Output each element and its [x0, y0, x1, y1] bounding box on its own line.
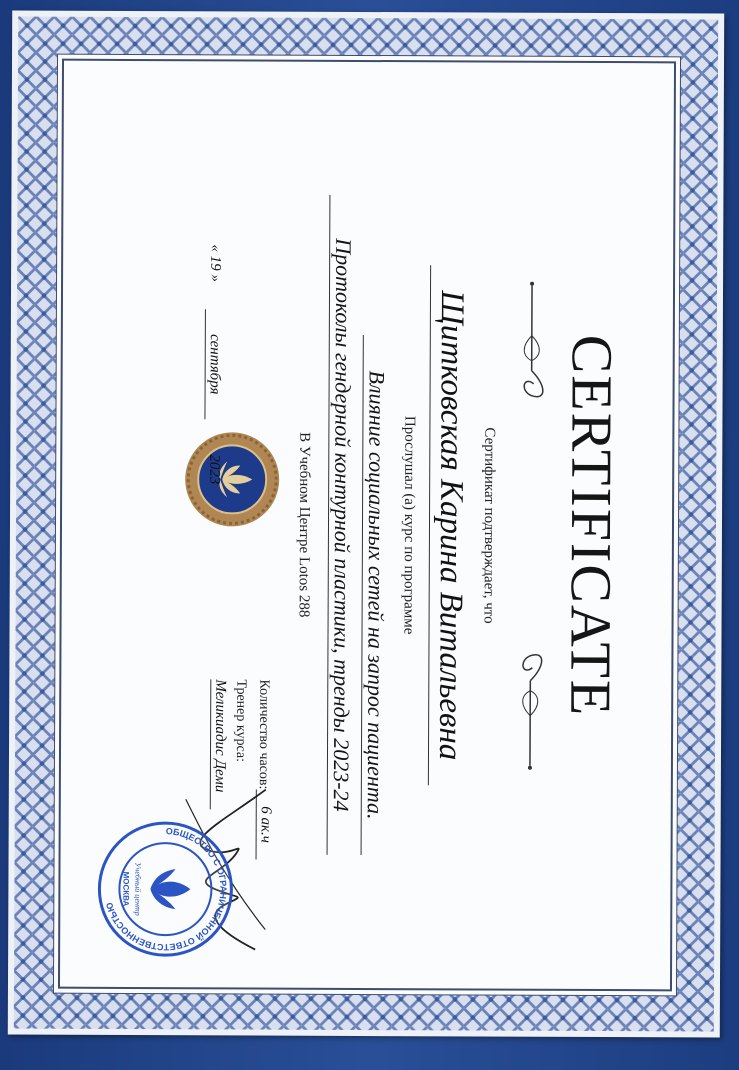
date-year: 2023: [206, 454, 223, 485]
certificate-content: [85, 74, 649, 976]
round-seal-stamp: [95, 819, 236, 960]
date-day: « 19 »: [207, 244, 224, 282]
trainer-name: Меликиадис Деми: [210, 679, 229, 809]
trainer-label: Тренер курса:: [232, 679, 249, 763]
stamp-inner-text: Учебный центр: [133, 862, 143, 916]
hours-value: 6 ак.ч: [256, 790, 274, 860]
certificate-paper: [8, 10, 724, 1037]
confirms-text: Сертификат подтверждает, что: [480, 427, 498, 624]
completed-course-text: Прослушал (а) курс по программе: [400, 415, 418, 635]
training-center-text: В Учебном Центре Lotos 288: [295, 432, 313, 618]
course-title-line2: Протоколы гендерной контурной пластики, тренды 2023-24: [327, 195, 357, 855]
flourish-left-icon: [511, 276, 552, 516]
recipient-name: Щитковская Карина Витальевна: [428, 265, 470, 785]
stamp-city: МОСКВА: [121, 871, 131, 907]
flourish-right-icon: [510, 536, 551, 776]
date-month: сентября: [204, 309, 222, 419]
lotus-medallion-icon: [182, 429, 282, 529]
stamp-ring-text: ОБЩЕСТВО С ОГРАНИЧЕННОЙ ОТВЕТСТВЕННОСТЬЮ: [104, 826, 229, 953]
course-title-line1: Влияние социальных сетей на запрос пациента.: [361, 335, 390, 855]
certificate-title: CERTIFICATE: [558, 334, 625, 718]
hours-label: Количество часов:: [255, 679, 272, 790]
certificate-body: [58, 59, 676, 992]
